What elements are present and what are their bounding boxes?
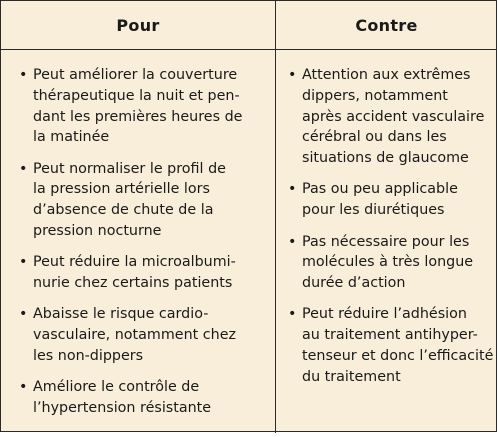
pour-item — [19, 304, 271, 366]
contre-item — [288, 179, 488, 221]
pour-item-line: d’absence de chute de la — [33, 202, 214, 219]
pour-item-line: la matinée — [33, 129, 110, 146]
contre-item-line: durée d’action — [302, 275, 406, 292]
contre-item-line: pour les diurétiques — [302, 202, 445, 219]
bullet-icon: • — [19, 67, 28, 83]
pour-item-line: nurie chez certains patients — [33, 275, 233, 292]
bullet-icon: • — [288, 306, 297, 323]
pour-item-line: Abaisse le risque cardio- — [33, 306, 209, 323]
header-divider — [1, 49, 497, 50]
pour-item-line: thérapeutique la nuit et pen- — [33, 87, 240, 104]
contre-item-line: au traitement antihyper- — [302, 327, 478, 344]
contre-list — [288, 65, 494, 398]
pour-item — [19, 377, 271, 419]
contre-item — [288, 232, 488, 294]
contre-item-line: cérébral ou dans les — [302, 129, 447, 146]
pour-item-line: dant les premières heures de — [33, 108, 243, 125]
pour-item — [19, 159, 271, 242]
column-divider — [275, 1, 276, 433]
contre-item-line: du traitement — [302, 368, 401, 385]
pour-item-line: Peut améliorer la couverture — [33, 67, 238, 83]
contre-item-line: dippers, notamment — [302, 87, 448, 104]
bullet-icon: • — [19, 306, 28, 323]
contre-item-line: Pas ou peu applicable — [302, 181, 458, 198]
contre-item — [288, 65, 488, 169]
contre-item-line: tenseur et donc l’efficacité — [302, 348, 494, 365]
pour-item — [19, 252, 271, 294]
pour-list — [19, 65, 271, 429]
pour-item-line: la pression artérielle lors — [33, 181, 210, 198]
contre-item-line: molécules à très longue — [302, 254, 474, 271]
pour-item-line: pression nocturne — [33, 223, 162, 240]
pour-item-line: les non-dippers — [33, 348, 144, 365]
header-pour: Pour — [116, 15, 160, 35]
bullet-icon: • — [19, 254, 28, 271]
contre-item — [288, 304, 494, 387]
bullet-icon: • — [288, 67, 297, 83]
contre-item-line: situations de glaucome — [302, 150, 469, 167]
pour-item — [19, 65, 271, 148]
pour-item-line: Peut normaliser le profil de — [33, 160, 226, 177]
bullet-icon: • — [19, 160, 28, 177]
contre-item-line: après accident vasculaire — [302, 108, 485, 125]
pour-item-line: Peut réduire la microalbumi- — [33, 254, 236, 271]
contre-item-line: Pas nécessaire pour les — [302, 233, 470, 250]
contre-item-line: Peut réduire l’adhésion — [302, 306, 467, 323]
header-contre: Contre — [355, 15, 418, 35]
pour-item-line: l’hypertension résistante — [33, 400, 212, 417]
pour-item-line: vasculaire, notamment chez — [33, 327, 237, 344]
bullet-icon: • — [19, 379, 28, 396]
contre-item-line: Attention aux extrêmes — [302, 67, 471, 83]
bullet-icon: • — [288, 181, 297, 198]
bullet-icon: • — [288, 233, 297, 250]
pour-item-line: Améliore le contrôle de — [33, 379, 200, 396]
